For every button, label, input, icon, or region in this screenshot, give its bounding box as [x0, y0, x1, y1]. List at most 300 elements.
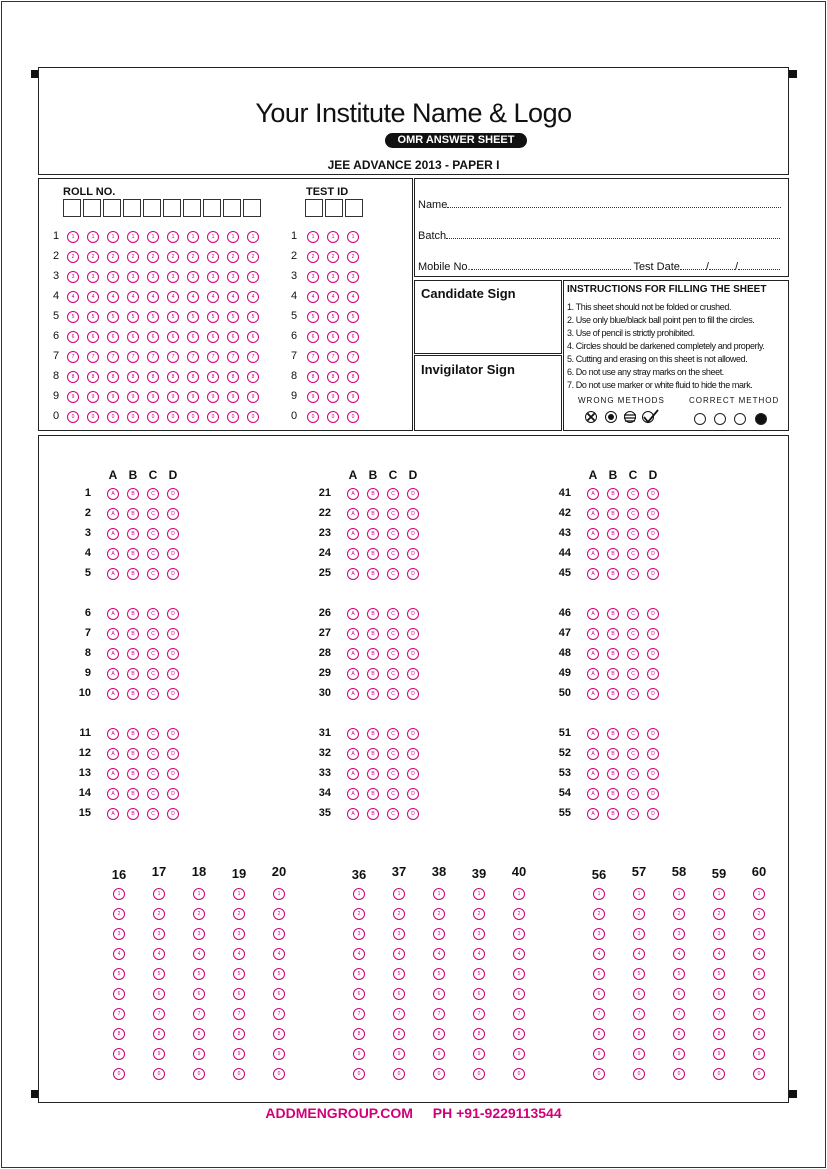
numeric-digit-bubble[interactable]: 9 — [393, 1048, 405, 1060]
numeric-digit-bubble[interactable]: 1 — [753, 888, 765, 900]
roll-digit-bubble[interactable]: 2 — [207, 251, 219, 263]
option-bubble[interactable]: A — [107, 488, 119, 500]
option-bubble[interactable]: C — [387, 608, 399, 620]
numeric-digit-bubble[interactable]: 2 — [633, 908, 645, 920]
option-bubble[interactable]: C — [627, 648, 639, 660]
roll-cell[interactable] — [223, 199, 241, 217]
test-id-digit-bubble[interactable]: 3 — [327, 271, 339, 283]
test-id-digit-bubble[interactable]: 7 — [307, 351, 319, 363]
numeric-digit-bubble[interactable]: 0 — [633, 1068, 645, 1080]
option-bubble[interactable]: D — [647, 608, 659, 620]
option-bubble[interactable]: D — [167, 688, 179, 700]
option-bubble[interactable]: C — [627, 728, 639, 740]
numeric-digit-bubble[interactable]: 3 — [353, 928, 365, 940]
option-bubble[interactable]: A — [347, 628, 359, 640]
option-bubble[interactable]: A — [587, 628, 599, 640]
roll-digit-bubble[interactable]: 8 — [227, 371, 239, 383]
roll-digit-bubble[interactable]: 6 — [67, 331, 79, 343]
numeric-digit-bubble[interactable]: 0 — [113, 1068, 125, 1080]
test-id-digit-bubble[interactable]: 9 — [327, 391, 339, 403]
option-bubble[interactable]: B — [367, 488, 379, 500]
numeric-digit-bubble[interactable]: 1 — [273, 888, 285, 900]
mobile-field[interactable]: Mobile No. Test Date / / — [418, 260, 780, 273]
option-bubble[interactable]: C — [147, 568, 159, 580]
option-bubble[interactable]: A — [107, 508, 119, 520]
numeric-digit-bubble[interactable]: 7 — [193, 1008, 205, 1020]
option-bubble[interactable]: D — [167, 668, 179, 680]
option-bubble[interactable]: C — [387, 688, 399, 700]
option-bubble[interactable]: D — [167, 788, 179, 800]
option-bubble[interactable]: C — [387, 648, 399, 660]
option-bubble[interactable]: C — [627, 768, 639, 780]
roll-digit-bubble[interactable]: 0 — [127, 411, 139, 423]
roll-digit-bubble[interactable]: 4 — [227, 291, 239, 303]
option-bubble[interactable]: D — [407, 628, 419, 640]
numeric-digit-bubble[interactable]: 1 — [193, 888, 205, 900]
option-bubble[interactable]: D — [407, 688, 419, 700]
numeric-digit-bubble[interactable]: 9 — [593, 1048, 605, 1060]
option-bubble[interactable]: D — [647, 768, 659, 780]
invigilator-sign-box[interactable] — [414, 355, 562, 431]
option-bubble[interactable]: A — [587, 568, 599, 580]
roll-digit-bubble[interactable]: 1 — [127, 231, 139, 243]
roll-digit-bubble[interactable]: 9 — [247, 391, 259, 403]
option-bubble[interactable]: C — [627, 528, 639, 540]
test-id-cell[interactable] — [345, 199, 363, 217]
roll-digit-bubble[interactable]: 0 — [147, 411, 159, 423]
numeric-digit-bubble[interactable]: 8 — [593, 1028, 605, 1040]
option-bubble[interactable]: A — [587, 488, 599, 500]
option-bubble[interactable]: B — [607, 488, 619, 500]
numeric-digit-bubble[interactable]: 3 — [673, 928, 685, 940]
numeric-digit-bubble[interactable]: 3 — [713, 928, 725, 940]
numeric-digit-bubble[interactable]: 0 — [473, 1068, 485, 1080]
numeric-digit-bubble[interactable]: 2 — [513, 908, 525, 920]
option-bubble[interactable]: B — [607, 748, 619, 760]
roll-digit-bubble[interactable]: 7 — [87, 351, 99, 363]
option-bubble[interactable]: B — [367, 768, 379, 780]
roll-cell[interactable] — [123, 199, 141, 217]
roll-digit-bubble[interactable]: 6 — [127, 331, 139, 343]
numeric-digit-bubble[interactable]: 0 — [233, 1068, 245, 1080]
option-bubble[interactable]: B — [607, 608, 619, 620]
option-bubble[interactable]: D — [407, 668, 419, 680]
option-bubble[interactable]: A — [107, 668, 119, 680]
test-id-digit-bubble[interactable]: 2 — [347, 251, 359, 263]
option-bubble[interactable]: B — [367, 728, 379, 740]
option-bubble[interactable]: A — [347, 788, 359, 800]
test-id-digit-bubble[interactable]: 8 — [347, 371, 359, 383]
roll-digit-bubble[interactable]: 0 — [247, 411, 259, 423]
numeric-digit-bubble[interactable]: 5 — [353, 968, 365, 980]
option-bubble[interactable]: C — [627, 628, 639, 640]
roll-digit-bubble[interactable]: 3 — [207, 271, 219, 283]
option-bubble[interactable]: B — [607, 528, 619, 540]
numeric-digit-bubble[interactable]: 6 — [433, 988, 445, 1000]
roll-digit-bubble[interactable]: 4 — [167, 291, 179, 303]
numeric-digit-bubble[interactable]: 3 — [753, 928, 765, 940]
option-bubble[interactable]: C — [147, 488, 159, 500]
roll-digit-bubble[interactable]: 2 — [127, 251, 139, 263]
option-bubble[interactable]: A — [107, 628, 119, 640]
numeric-digit-bubble[interactable]: 5 — [193, 968, 205, 980]
option-bubble[interactable]: B — [127, 488, 139, 500]
roll-digit-bubble[interactable]: 3 — [187, 271, 199, 283]
numeric-digit-bubble[interactable]: 6 — [193, 988, 205, 1000]
numeric-digit-bubble[interactable]: 0 — [433, 1068, 445, 1080]
option-bubble[interactable]: C — [627, 748, 639, 760]
option-bubble[interactable]: A — [107, 808, 119, 820]
roll-cell[interactable] — [83, 199, 101, 217]
option-bubble[interactable]: A — [107, 688, 119, 700]
test-id-digit-bubble[interactable]: 5 — [307, 311, 319, 323]
roll-digit-bubble[interactable]: 3 — [87, 271, 99, 283]
roll-digit-bubble[interactable]: 3 — [127, 271, 139, 283]
roll-digit-bubble[interactable]: 4 — [207, 291, 219, 303]
option-bubble[interactable]: A — [107, 648, 119, 660]
numeric-digit-bubble[interactable]: 5 — [433, 968, 445, 980]
numeric-digit-bubble[interactable]: 4 — [193, 948, 205, 960]
numeric-digit-bubble[interactable]: 6 — [473, 988, 485, 1000]
batch-field[interactable] — [418, 229, 780, 242]
numeric-digit-bubble[interactable]: 7 — [153, 1008, 165, 1020]
option-bubble[interactable]: C — [147, 748, 159, 760]
numeric-digit-bubble[interactable]: 3 — [233, 928, 245, 940]
name-field[interactable] — [418, 198, 781, 211]
numeric-digit-bubble[interactable]: 6 — [153, 988, 165, 1000]
option-bubble[interactable]: D — [167, 568, 179, 580]
roll-digit-bubble[interactable]: 8 — [247, 371, 259, 383]
roll-digit-bubble[interactable]: 3 — [107, 271, 119, 283]
roll-digit-bubble[interactable]: 5 — [187, 311, 199, 323]
roll-digit-bubble[interactable]: 7 — [147, 351, 159, 363]
roll-digit-bubble[interactable]: 3 — [67, 271, 79, 283]
option-bubble[interactable]: D — [407, 748, 419, 760]
option-bubble[interactable]: A — [587, 768, 599, 780]
roll-digit-bubble[interactable]: 9 — [207, 391, 219, 403]
numeric-digit-bubble[interactable]: 9 — [113, 1048, 125, 1060]
option-bubble[interactable]: D — [167, 628, 179, 640]
roll-digit-bubble[interactable]: 5 — [67, 311, 79, 323]
option-bubble[interactable]: B — [367, 748, 379, 760]
test-id-digit-bubble[interactable]: 9 — [307, 391, 319, 403]
numeric-digit-bubble[interactable]: 1 — [233, 888, 245, 900]
option-bubble[interactable]: B — [127, 608, 139, 620]
numeric-digit-bubble[interactable]: 5 — [393, 968, 405, 980]
roll-digit-bubble[interactable]: 3 — [167, 271, 179, 283]
roll-digit-bubble[interactable]: 2 — [187, 251, 199, 263]
option-bubble[interactable]: C — [147, 768, 159, 780]
option-bubble[interactable]: D — [647, 648, 659, 660]
roll-digit-bubble[interactable]: 5 — [207, 311, 219, 323]
roll-digit-bubble[interactable]: 8 — [207, 371, 219, 383]
test-id-digit-bubble[interactable]: 4 — [327, 291, 339, 303]
option-bubble[interactable]: C — [387, 528, 399, 540]
option-bubble[interactable]: C — [147, 548, 159, 560]
numeric-digit-bubble[interactable]: 4 — [713, 948, 725, 960]
option-bubble[interactable]: A — [107, 548, 119, 560]
numeric-digit-bubble[interactable]: 7 — [753, 1008, 765, 1020]
option-bubble[interactable]: D — [647, 528, 659, 540]
numeric-digit-bubble[interactable]: 6 — [673, 988, 685, 1000]
roll-digit-bubble[interactable]: 6 — [107, 331, 119, 343]
roll-digit-bubble[interactable]: 5 — [87, 311, 99, 323]
roll-digit-bubble[interactable]: 0 — [187, 411, 199, 423]
option-bubble[interactable]: D — [647, 548, 659, 560]
option-bubble[interactable]: D — [647, 508, 659, 520]
numeric-digit-bubble[interactable]: 3 — [273, 928, 285, 940]
option-bubble[interactable]: B — [367, 548, 379, 560]
option-bubble[interactable]: D — [407, 488, 419, 500]
test-id-digit-bubble[interactable]: 6 — [307, 331, 319, 343]
roll-digit-bubble[interactable]: 5 — [227, 311, 239, 323]
option-bubble[interactable]: D — [647, 808, 659, 820]
roll-digit-bubble[interactable]: 9 — [227, 391, 239, 403]
roll-digit-bubble[interactable]: 1 — [247, 231, 259, 243]
roll-digit-bubble[interactable]: 8 — [107, 371, 119, 383]
roll-digit-bubble[interactable]: 8 — [87, 371, 99, 383]
roll-digit-bubble[interactable]: 8 — [187, 371, 199, 383]
numeric-digit-bubble[interactable]: 5 — [153, 968, 165, 980]
roll-digit-bubble[interactable]: 6 — [207, 331, 219, 343]
roll-digit-bubble[interactable]: 4 — [147, 291, 159, 303]
option-bubble[interactable]: D — [167, 528, 179, 540]
option-bubble[interactable]: B — [367, 528, 379, 540]
roll-digit-bubble[interactable]: 1 — [107, 231, 119, 243]
roll-digit-bubble[interactable]: 0 — [227, 411, 239, 423]
option-bubble[interactable]: C — [387, 808, 399, 820]
numeric-digit-bubble[interactable]: 7 — [633, 1008, 645, 1020]
numeric-digit-bubble[interactable]: 0 — [673, 1068, 685, 1080]
option-bubble[interactable]: B — [127, 548, 139, 560]
numeric-digit-bubble[interactable]: 3 — [593, 928, 605, 940]
roll-digit-bubble[interactable]: 3 — [247, 271, 259, 283]
option-bubble[interactable]: A — [587, 748, 599, 760]
option-bubble[interactable]: B — [607, 768, 619, 780]
roll-digit-bubble[interactable]: 0 — [67, 411, 79, 423]
numeric-digit-bubble[interactable]: 2 — [113, 908, 125, 920]
numeric-digit-bubble[interactable]: 0 — [193, 1068, 205, 1080]
roll-digit-bubble[interactable]: 5 — [127, 311, 139, 323]
numeric-digit-bubble[interactable]: 8 — [633, 1028, 645, 1040]
option-bubble[interactable]: C — [387, 628, 399, 640]
numeric-digit-bubble[interactable]: 9 — [273, 1048, 285, 1060]
roll-digit-bubble[interactable]: 1 — [187, 231, 199, 243]
numeric-digit-bubble[interactable]: 1 — [633, 888, 645, 900]
test-id-digit-bubble[interactable]: 8 — [327, 371, 339, 383]
option-bubble[interactable]: D — [407, 608, 419, 620]
roll-digit-bubble[interactable]: 1 — [147, 231, 159, 243]
numeric-digit-bubble[interactable]: 5 — [273, 968, 285, 980]
option-bubble[interactable]: A — [107, 788, 119, 800]
option-bubble[interactable]: C — [627, 548, 639, 560]
roll-digit-bubble[interactable]: 8 — [127, 371, 139, 383]
numeric-digit-bubble[interactable]: 3 — [153, 928, 165, 940]
option-bubble[interactable]: D — [407, 728, 419, 740]
option-bubble[interactable]: C — [147, 648, 159, 660]
option-bubble[interactable]: D — [407, 508, 419, 520]
numeric-digit-bubble[interactable]: 6 — [113, 988, 125, 1000]
option-bubble[interactable]: D — [647, 748, 659, 760]
roll-digit-bubble[interactable]: 8 — [147, 371, 159, 383]
option-bubble[interactable]: D — [407, 768, 419, 780]
numeric-digit-bubble[interactable]: 8 — [433, 1028, 445, 1040]
option-bubble[interactable]: A — [347, 528, 359, 540]
numeric-digit-bubble[interactable]: 2 — [353, 908, 365, 920]
option-bubble[interactable]: B — [607, 728, 619, 740]
option-bubble[interactable]: B — [127, 528, 139, 540]
numeric-digit-bubble[interactable]: 0 — [593, 1068, 605, 1080]
numeric-digit-bubble[interactable]: 7 — [353, 1008, 365, 1020]
numeric-digit-bubble[interactable]: 6 — [353, 988, 365, 1000]
option-bubble[interactable]: C — [147, 788, 159, 800]
numeric-digit-bubble[interactable]: 2 — [593, 908, 605, 920]
numeric-digit-bubble[interactable]: 4 — [753, 948, 765, 960]
numeric-digit-bubble[interactable]: 5 — [673, 968, 685, 980]
option-bubble[interactable]: C — [147, 668, 159, 680]
numeric-digit-bubble[interactable]: 4 — [113, 948, 125, 960]
option-bubble[interactable]: A — [587, 648, 599, 660]
numeric-digit-bubble[interactable]: 8 — [713, 1028, 725, 1040]
option-bubble[interactable]: D — [407, 568, 419, 580]
option-bubble[interactable]: A — [587, 668, 599, 680]
numeric-digit-bubble[interactable]: 4 — [233, 948, 245, 960]
roll-digit-bubble[interactable]: 4 — [87, 291, 99, 303]
numeric-digit-bubble[interactable]: 9 — [233, 1048, 245, 1060]
option-bubble[interactable]: B — [127, 808, 139, 820]
numeric-digit-bubble[interactable]: 9 — [713, 1048, 725, 1060]
option-bubble[interactable]: D — [647, 668, 659, 680]
option-bubble[interactable]: A — [347, 688, 359, 700]
roll-digit-bubble[interactable]: 7 — [227, 351, 239, 363]
option-bubble[interactable]: B — [127, 748, 139, 760]
option-bubble[interactable]: C — [147, 728, 159, 740]
numeric-digit-bubble[interactable]: 4 — [433, 948, 445, 960]
roll-digit-bubble[interactable]: 6 — [227, 331, 239, 343]
roll-digit-bubble[interactable]: 4 — [67, 291, 79, 303]
roll-cell[interactable] — [243, 199, 261, 217]
option-bubble[interactable]: D — [167, 748, 179, 760]
option-bubble[interactable]: A — [587, 548, 599, 560]
roll-digit-bubble[interactable]: 7 — [187, 351, 199, 363]
roll-digit-bubble[interactable]: 9 — [147, 391, 159, 403]
roll-digit-bubble[interactable]: 9 — [127, 391, 139, 403]
roll-digit-bubble[interactable]: 1 — [67, 231, 79, 243]
roll-digit-bubble[interactable]: 7 — [107, 351, 119, 363]
option-bubble[interactable]: B — [127, 648, 139, 660]
option-bubble[interactable]: D — [167, 508, 179, 520]
numeric-digit-bubble[interactable]: 9 — [433, 1048, 445, 1060]
roll-digit-bubble[interactable]: 9 — [87, 391, 99, 403]
option-bubble[interactable]: C — [387, 768, 399, 780]
numeric-digit-bubble[interactable]: 9 — [153, 1048, 165, 1060]
option-bubble[interactable]: D — [647, 568, 659, 580]
option-bubble[interactable]: C — [387, 728, 399, 740]
test-id-digit-bubble[interactable]: 6 — [347, 331, 359, 343]
option-bubble[interactable]: A — [347, 548, 359, 560]
numeric-digit-bubble[interactable]: 9 — [193, 1048, 205, 1060]
roll-digit-bubble[interactable]: 1 — [207, 231, 219, 243]
numeric-digit-bubble[interactable]: 7 — [433, 1008, 445, 1020]
option-bubble[interactable]: C — [387, 788, 399, 800]
numeric-digit-bubble[interactable]: 4 — [593, 948, 605, 960]
numeric-digit-bubble[interactable]: 4 — [393, 948, 405, 960]
roll-digit-bubble[interactable]: 9 — [107, 391, 119, 403]
numeric-digit-bubble[interactable]: 5 — [473, 968, 485, 980]
numeric-digit-bubble[interactable]: 9 — [753, 1048, 765, 1060]
numeric-digit-bubble[interactable]: 8 — [353, 1028, 365, 1040]
roll-digit-bubble[interactable]: 2 — [67, 251, 79, 263]
numeric-digit-bubble[interactable]: 9 — [633, 1048, 645, 1060]
option-bubble[interactable]: B — [127, 688, 139, 700]
option-bubble[interactable]: B — [127, 768, 139, 780]
option-bubble[interactable]: C — [387, 748, 399, 760]
numeric-digit-bubble[interactable]: 7 — [113, 1008, 125, 1020]
option-bubble[interactable]: A — [347, 608, 359, 620]
numeric-digit-bubble[interactable]: 9 — [513, 1048, 525, 1060]
numeric-digit-bubble[interactable]: 3 — [513, 928, 525, 940]
numeric-digit-bubble[interactable]: 6 — [233, 988, 245, 1000]
numeric-digit-bubble[interactable]: 7 — [673, 1008, 685, 1020]
numeric-digit-bubble[interactable]: 2 — [753, 908, 765, 920]
option-bubble[interactable]: A — [587, 508, 599, 520]
option-bubble[interactable]: A — [587, 608, 599, 620]
option-bubble[interactable]: A — [347, 728, 359, 740]
numeric-digit-bubble[interactable]: 0 — [153, 1068, 165, 1080]
test-id-digit-bubble[interactable]: 5 — [327, 311, 339, 323]
option-bubble[interactable]: D — [167, 488, 179, 500]
option-bubble[interactable]: A — [347, 808, 359, 820]
option-bubble[interactable]: B — [127, 668, 139, 680]
candidate-sign-box[interactable] — [414, 280, 562, 354]
option-bubble[interactable]: C — [387, 568, 399, 580]
numeric-digit-bubble[interactable]: 4 — [353, 948, 365, 960]
roll-digit-bubble[interactable]: 0 — [87, 411, 99, 423]
numeric-digit-bubble[interactable]: 5 — [713, 968, 725, 980]
roll-digit-bubble[interactable]: 8 — [167, 371, 179, 383]
option-bubble[interactable]: D — [407, 548, 419, 560]
numeric-digit-bubble[interactable]: 1 — [513, 888, 525, 900]
option-bubble[interactable]: D — [167, 768, 179, 780]
numeric-digit-bubble[interactable]: 7 — [473, 1008, 485, 1020]
numeric-digit-bubble[interactable]: 3 — [393, 928, 405, 940]
numeric-digit-bubble[interactable]: 1 — [473, 888, 485, 900]
option-bubble[interactable]: A — [107, 768, 119, 780]
roll-digit-bubble[interactable]: 2 — [87, 251, 99, 263]
option-bubble[interactable]: C — [627, 688, 639, 700]
option-bubble[interactable]: B — [607, 508, 619, 520]
numeric-digit-bubble[interactable]: 8 — [393, 1028, 405, 1040]
numeric-digit-bubble[interactable]: 6 — [513, 988, 525, 1000]
roll-digit-bubble[interactable]: 2 — [227, 251, 239, 263]
option-bubble[interactable]: A — [347, 748, 359, 760]
option-bubble[interactable]: C — [387, 508, 399, 520]
option-bubble[interactable]: A — [587, 688, 599, 700]
option-bubble[interactable]: A — [107, 728, 119, 740]
roll-digit-bubble[interactable]: 4 — [187, 291, 199, 303]
option-bubble[interactable]: C — [147, 608, 159, 620]
numeric-digit-bubble[interactable]: 9 — [353, 1048, 365, 1060]
roll-digit-bubble[interactable]: 9 — [67, 391, 79, 403]
roll-entry-cells[interactable] — [63, 199, 263, 217]
option-bubble[interactable]: B — [367, 608, 379, 620]
roll-digit-bubble[interactable]: 3 — [227, 271, 239, 283]
option-bubble[interactable]: B — [367, 648, 379, 660]
numeric-digit-bubble[interactable]: 8 — [113, 1028, 125, 1040]
roll-digit-bubble[interactable]: 9 — [187, 391, 199, 403]
option-bubble[interactable]: B — [367, 788, 379, 800]
numeric-digit-bubble[interactable]: 1 — [713, 888, 725, 900]
